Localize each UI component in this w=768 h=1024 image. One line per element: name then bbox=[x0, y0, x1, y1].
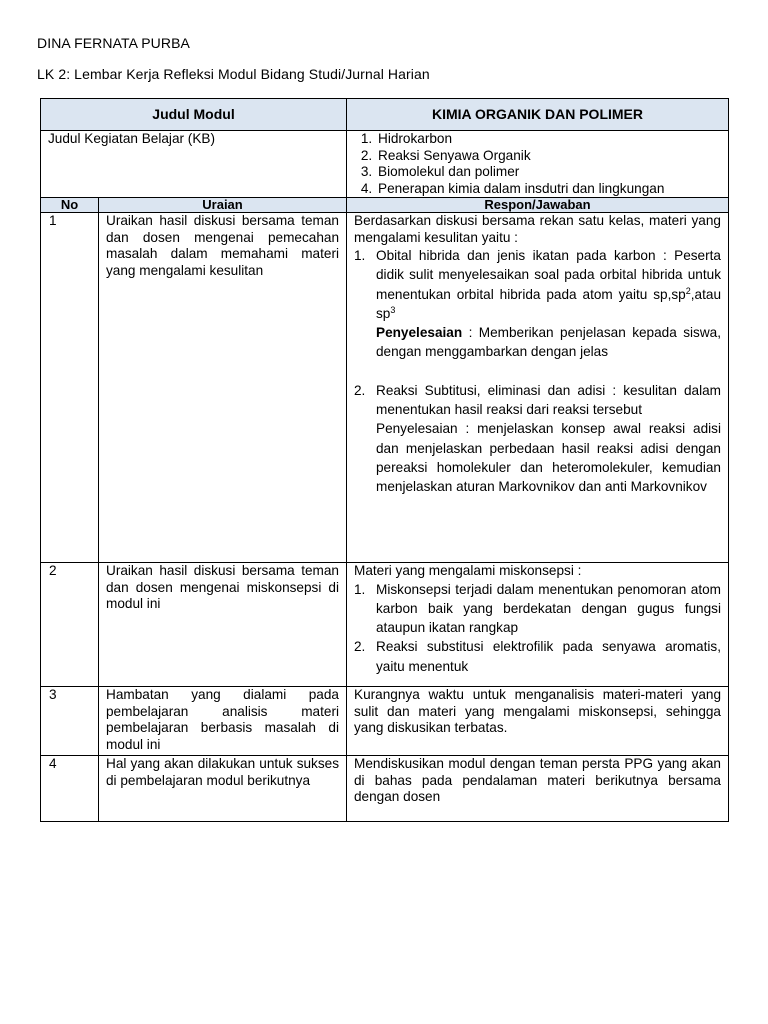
respon-item bbox=[354, 381, 721, 497]
table-row bbox=[41, 213, 729, 563]
respon-item bbox=[354, 246, 721, 362]
item-number: 1. bbox=[354, 248, 366, 263]
item-text bbox=[376, 381, 721, 497]
item-text: Miskonsepsi terjadi dalam menentukan penomoran atom karbon baik yang berdekatan dengan gugus fungsi ataupun ikatan rangkap bbox=[376, 581, 721, 636]
kb-item: 2. Reaksi Senyawa Organik bbox=[376, 148, 721, 165]
judul-modul-label: Judul Modul bbox=[41, 99, 347, 131]
judul-modul-row bbox=[41, 99, 729, 131]
kb-item: 3. Biomolekul dan polimer bbox=[376, 164, 721, 181]
item-text-part: Obital hibrida dan jenis ikatan pada karbon : Peserta didik sulit menyelesaikan soal pada orbital hibrida untuk menentukan orbital hibrida pada atom yaitu sp,sp bbox=[376, 248, 721, 302]
row-respon bbox=[347, 563, 729, 687]
kb-row bbox=[41, 131, 729, 198]
respon-intro: Berdasarkan diskusi bersama rekan satu kelas, materi yang mengalami kesulitan yaitu : bbox=[354, 213, 721, 245]
kb-list-cell bbox=[347, 131, 729, 198]
respon-intro: Materi yang mengalami miskonsepsi : bbox=[354, 563, 582, 578]
row-number: 3 bbox=[41, 687, 99, 756]
item-number: 2. bbox=[354, 382, 366, 398]
col-no-header: No bbox=[41, 198, 99, 213]
column-header-row bbox=[41, 198, 729, 213]
kb-label: Judul Kegiatan Belajar (KB) bbox=[41, 131, 347, 198]
row-number: 1 bbox=[41, 213, 99, 563]
col-uraian-header: Uraian bbox=[99, 198, 347, 213]
table-row bbox=[41, 756, 729, 822]
respon-item bbox=[354, 637, 721, 676]
row-uraian: Hal yang akan dilakukan untuk sukses di pembelajaran modul berikutnya bbox=[99, 756, 347, 822]
row-number: 2 bbox=[41, 563, 99, 687]
judul-modul-value: KIMIA ORGANIK DAN POLIMER bbox=[347, 99, 729, 131]
kb-item: 1. Hidrokarbon bbox=[376, 131, 721, 148]
row-number: 4 bbox=[41, 756, 99, 822]
item-number: 2. bbox=[354, 639, 366, 655]
item-text-part: Reaksi Subtitusi, eliminasi dan adisi : kesulitan dalam menentukan hasil reaksi dari reaksi tersebut bbox=[376, 382, 721, 418]
table-row bbox=[41, 687, 729, 756]
superscript: 2 bbox=[685, 285, 691, 296]
item-text: Reaksi substitusi elektrofilik pada senyawa aromatis, yaitu menentuk bbox=[376, 639, 721, 674]
row-uraian: Uraikan hasil diskusi bersama teman dan dosen mengenai pemecahan masalah dalam memahami materi yang mengalami kesulitan bbox=[99, 213, 347, 563]
row-respon: Kurangnya waktu untuk menganalisis materi-materi yang sulit dan materi yang mengalami miskonsepsi, sehingga yang diskusikan terbatas. bbox=[347, 687, 729, 756]
kb-list bbox=[354, 131, 721, 197]
table-row bbox=[41, 563, 729, 687]
superscript: 3 bbox=[390, 304, 396, 315]
row-uraian: Uraikan hasil diskusi bersama teman dan dosen mengenai miskonsepsi di modul ini bbox=[99, 563, 347, 687]
solution-text: : Memberikan penjelasan kepada siswa, dengan menggambarkan dengan jelas bbox=[376, 325, 721, 360]
author-name: DINA FERNATA PURBA bbox=[37, 35, 190, 51]
document-subtitle: LK 2: Lembar Kerja Refleksi Modul Bidang Studi/Jurnal Harian bbox=[37, 66, 430, 82]
respon-item bbox=[354, 580, 721, 638]
reflection-table bbox=[40, 98, 729, 822]
solution-label: Penyelesaian bbox=[376, 325, 463, 341]
row-respon: Mendiskusikan modul dengan teman persta PPG yang akan di bahas pada pendalaman materi berikutnya bersama dengan dosen bbox=[347, 756, 729, 822]
item-text-part: ,atau sp bbox=[376, 286, 721, 321]
kb-item: 4. Penerapan kimia dalam insdutri dan lingkungan bbox=[376, 181, 721, 198]
item-number: 1. bbox=[354, 581, 366, 597]
item-text bbox=[376, 246, 721, 362]
row-uraian: Hambatan yang dialami pada pembelajaran analisis materi pembelajaran berbasis masalah di modul ini bbox=[99, 687, 347, 756]
row-respon bbox=[347, 213, 729, 563]
solution-text: Penyelesaian : menjelaskan konsep awal reaksi adisi dan menjelaskan perbedaan hasil reaksi adisi dengan pereaksi homolekuler dan heteromolekuler, kemudian menjelaskan aturan Markovnikov dan anti Markovnikov bbox=[376, 421, 721, 495]
col-respon-header: Respon/Jawaban bbox=[347, 198, 729, 213]
